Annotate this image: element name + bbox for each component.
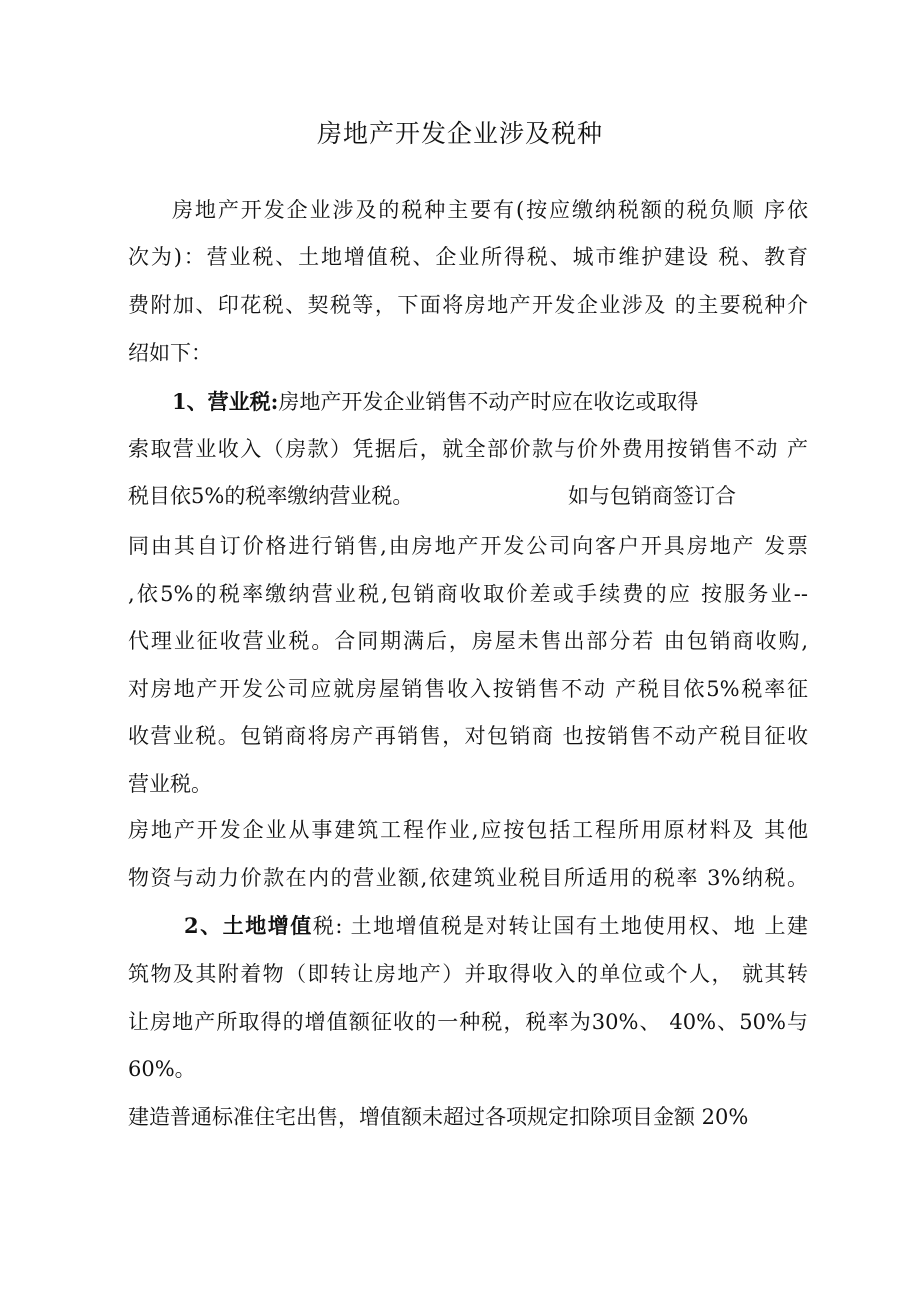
section1-line-11: 物资与动力价款在内的营业额,依建筑业税目所适用的税率 3%纳税。 xyxy=(128,866,808,890)
section2-line-4: 60%。 xyxy=(128,1057,196,1081)
section2-heading-tail: 税: xyxy=(312,914,343,938)
intro-line-4: 绍如下： xyxy=(128,341,212,365)
section1-line-9: 营业税。 xyxy=(128,772,212,796)
section1-line-1: 房地产开发企业销售不动产时应在收讫或取得 xyxy=(278,390,699,414)
section1-line-3b: 如与包销商签订合 xyxy=(568,484,736,508)
section1-line-6: 代理业征收营业税。合同期满后，房屋未售出部分若 由包销商收购, xyxy=(128,629,808,653)
section2-line-2: 筑物及其附着物（即转让房地产）并取得收入的单位或个人， 就其转 xyxy=(128,962,808,986)
section2-line-3: 让房地产所取得的增值额征收的一种税，税率为30%、 40%、50%与 xyxy=(128,1010,808,1034)
section1-line-8: 收营业税。包销商将房产再销售，对包销商 也按销售不动产税目征收 xyxy=(128,724,808,748)
section1-first-line xyxy=(172,390,772,414)
document-title: 房地产开发企业涉及税种 xyxy=(316,119,603,148)
section1-line-10: 房地产开发企业从事建筑工程作业,应按包括工程所用原材料及 其他 xyxy=(128,818,808,842)
section1-line-3: 税目依5%的税率缴纳营业税。 xyxy=(128,484,414,508)
section1-heading: 1、营业税: xyxy=(172,389,279,414)
intro-line-2: 次为)：营业税、土地增值税、企业所得税、城市维护建设 税、教育 xyxy=(128,245,808,269)
section1-line-2: 索取营业收入（房款）凭据后，就全部价款与价外费用按销售不动 产 xyxy=(128,437,808,461)
section2-line-1: 土地增值税是对转让国有土地使用权、地 上建 xyxy=(350,914,808,938)
section1-line-5: ,依5%的税率缴纳营业税,包销商收取价差或手续费的应 按服务业-- xyxy=(128,582,808,606)
intro-line-1: 房地产开发企业涉及的税种主要有(按应缴纳税额的税负顺 序依 xyxy=(172,198,808,222)
intro-line-3: 费附加、印花税、契税等，下面将房地产开发企业涉及 的主要税种介 xyxy=(128,293,808,317)
section2-line-5: 建造普通标准住宅出售，增值额未超过各项规定扣除项目金额 20% xyxy=(128,1105,749,1129)
section1-line-4: 同由其自订价格进行销售,由房地产开发公司向客户开具房地产 发票 xyxy=(128,534,808,558)
section1-line-7: 对房地产开发公司应就房屋销售收入按销售不动 产税目依5%税率征 xyxy=(128,677,808,701)
section2-heading: 2、土地增值 xyxy=(184,913,313,938)
section2-first-line xyxy=(184,914,808,938)
